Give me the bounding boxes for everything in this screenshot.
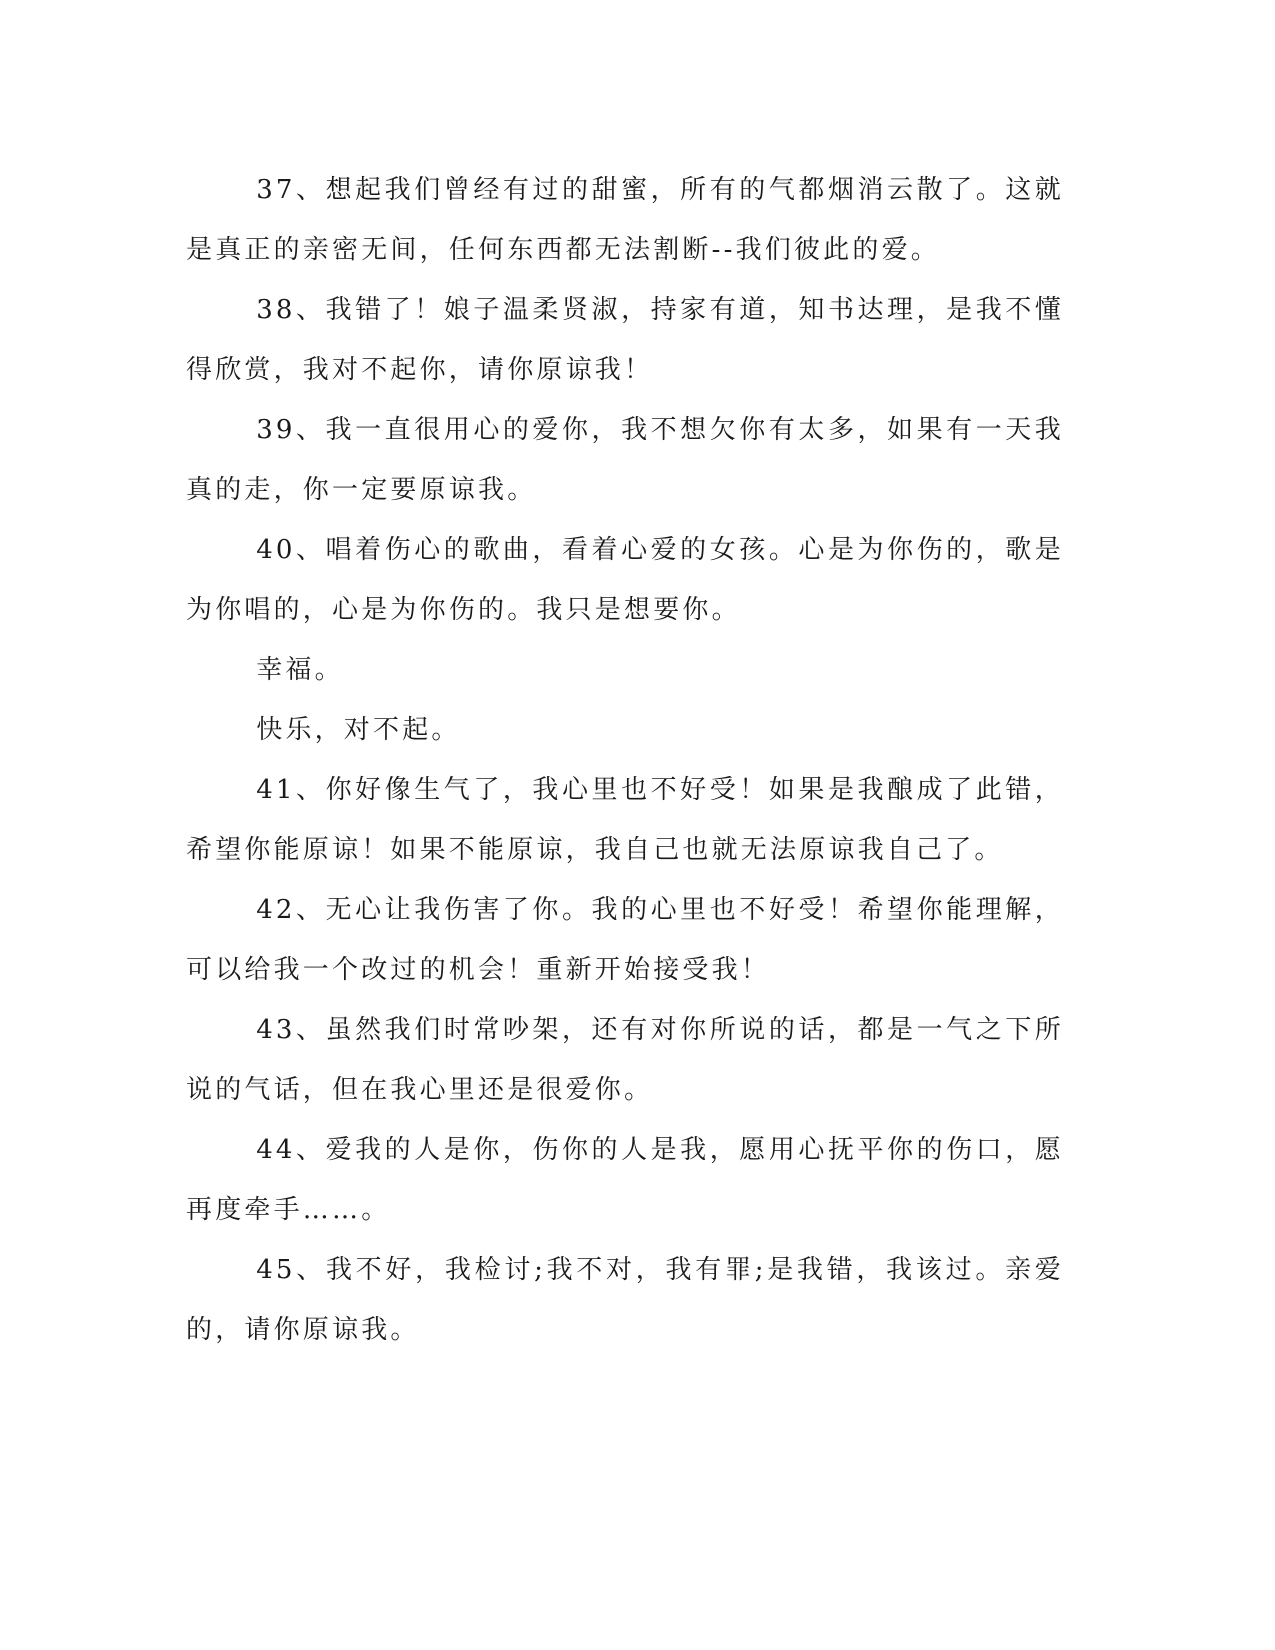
paragraph-43: 43、虽然我们时常吵架，还有对你所说的话，都是一气之下所说的气话，但在我心里还是很爱你。 — [186, 1015, 1064, 1105]
paragraph-40: 40、唱着伤心的歌曲，看着心爱的女孩。心是为你伤的，歌是为你唱的，心是为你伤的。我只是想要你。 — [186, 535, 1064, 625]
paragraph-44: 44、爱我的人是你，伤你的人是我，愿用心抚平你的伤口，愿再度牵手……。 — [186, 1135, 1064, 1225]
paragraph-45: 45、我不好，我检讨;我不对，我有罪;是我错，我该过。亲爱的，请你原谅我。 — [186, 1255, 1064, 1345]
paragraph-happiness: 幸福。 — [256, 655, 344, 685]
paragraph-38: 38、我错了！娘子温柔贤淑，持家有道，知书达理，是我不懂得欣赏，我对不起你，请你原谅我！ — [186, 295, 1064, 385]
document-body — [186, 160, 1064, 1360]
paragraph-42: 42、无心让我伤害了你。我的心里也不好受！希望你能理解，可以给我一个改过的机会！重新开始接受我！ — [186, 895, 1064, 985]
paragraph-41: 41、你好像生气了，我心里也不好受！如果是我酿成了此错，希望你能原谅！如果不能原谅，我自己也就无法原谅我自己了。 — [186, 775, 1064, 865]
paragraph-37: 37、想起我们曾经有过的甜蜜，所有的气都烟消云散了。这就是真正的亲密无间，任何东西都无法割断--我们彼此的爱。 — [186, 175, 1064, 265]
paragraph-joy-sorry: 快乐，对不起。 — [256, 715, 461, 745]
paragraph-39: 39、我一直很用心的爱你，我不想欠你有太多，如果有一天我真的走，你一定要原谅我。 — [186, 415, 1064, 505]
